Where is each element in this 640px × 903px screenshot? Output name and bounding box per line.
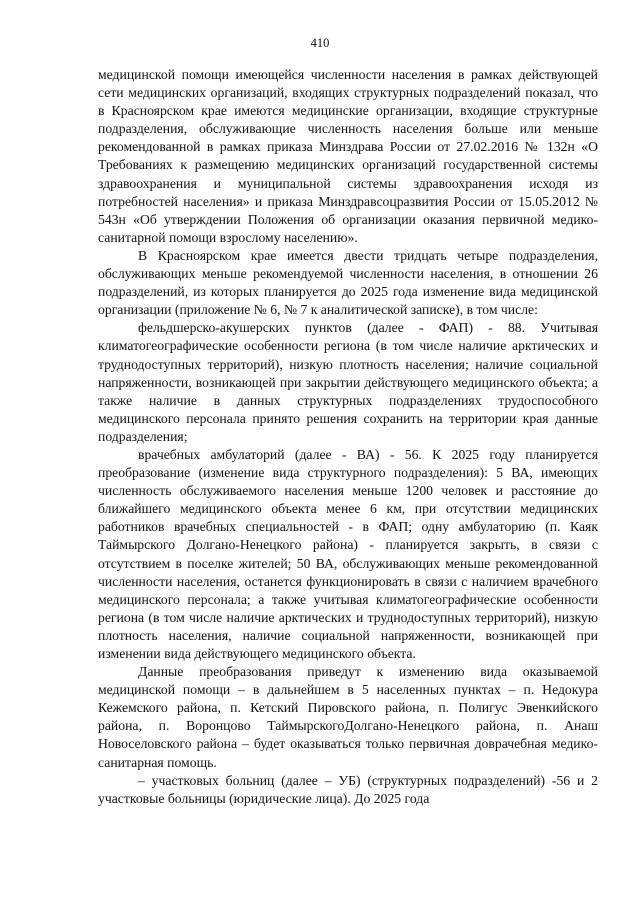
paragraph-transformations: Данные преобразования приведут к изменению вида оказываемой медицинской помощи – в дальнейшем в 5 населенных пунктах – п. Недокура Кежемского района, п. Кетский Пировского района, п. Полигус Эвенкийского района, п. Воронцово ТаймырскогоДолгано-Ненецкого района, п. Анаш Новоселовского района – будет оказываться только первичная доврачебная медико-санитарная помощь. [98,664,598,770]
body-text [98,66,598,808]
paragraph-district-hospitals: – участковых больниц (далее – УБ) (структурных подразделений) -56 и 2 участковые больницы (юридические лица). До 2025 года [98,772,598,806]
paragraph-ambulatory: врачебных амбулаторий (далее - ВА) - 56. К 2025 году планируется преобразование (изменение вида структурного подразделения): 5 ВА, имеющих численность обслуживаемого населения меньше 1200 человек и расстояние до ближайшего медицинского объекта менее 6 км, при отсутствии медицинских работников врачебных специальностей - в ФАП; одну амбулаторию (п. Каяк Таймырского Долгано-Ненецкого района) - планируется закрыть, в связи с отсутствием в поселке жителей; 50 ВА, обслуживающих меньше рекомендованной численности населения, останется функционировать в связи с наличием врачебного медицинского персонала; а также учитывая климатогеографические особенности региона (в том числе наличие арктических и труднодоступных территорий), низкую плотность населения, наличие социальной напряженности, возникающей при изменении вида действующего медицинского объекта. [98,446,598,661]
paragraph-continuation: медицинской помощи имеющейся численности населения в рамках действующей сети медицинских организаций, входящих структурных подразделений показал, что в Красноярском крае имеются медицинские организации, входящие структурные подразделения, обслуживающие численность населения больше или меньше рекомендованной в рамках приказа Минздрава России от 27.02.2016 № 132н «О Требованиях к размещению медицинских организаций государственной системы здравоохранения и муниципальной системы здравоохранения исходя из потребностей населения» и приказа Минздравсоцразвития России от 15.05.2012 № 543н «Об утверждении Положения об организации оказания первичной медико-санитарной помощи взрослому населению». [98,67,598,245]
page-number: 410 [310,36,330,50]
paragraph-subdivisions: В Красноярском крае имеется двести тридцать четыре подразделения, обслуживающих меньше рекомендуемой численности населения, в отношении 26 подразделений, из которых планируется до 2025 года изменение вида медицинской организации (приложение № 6, № 7 к аналитической записке), в том числе: [98,247,598,318]
paragraph-fap: фельдшерско-акушерских пунктов (далее - ФАП) - 88. Учитывая климатогеографические особенности региона (в том числе наличие арктических и труднодоступных территорий), низкую плотность населения; наличие социальной напряженности, возникающей при закрытии действующего медицинского объекта; а также наличие в данных структурных подразделениях трудоспособного медицинского персонала принято решения сохранить на территории края данные подразделения; [98,320,598,444]
